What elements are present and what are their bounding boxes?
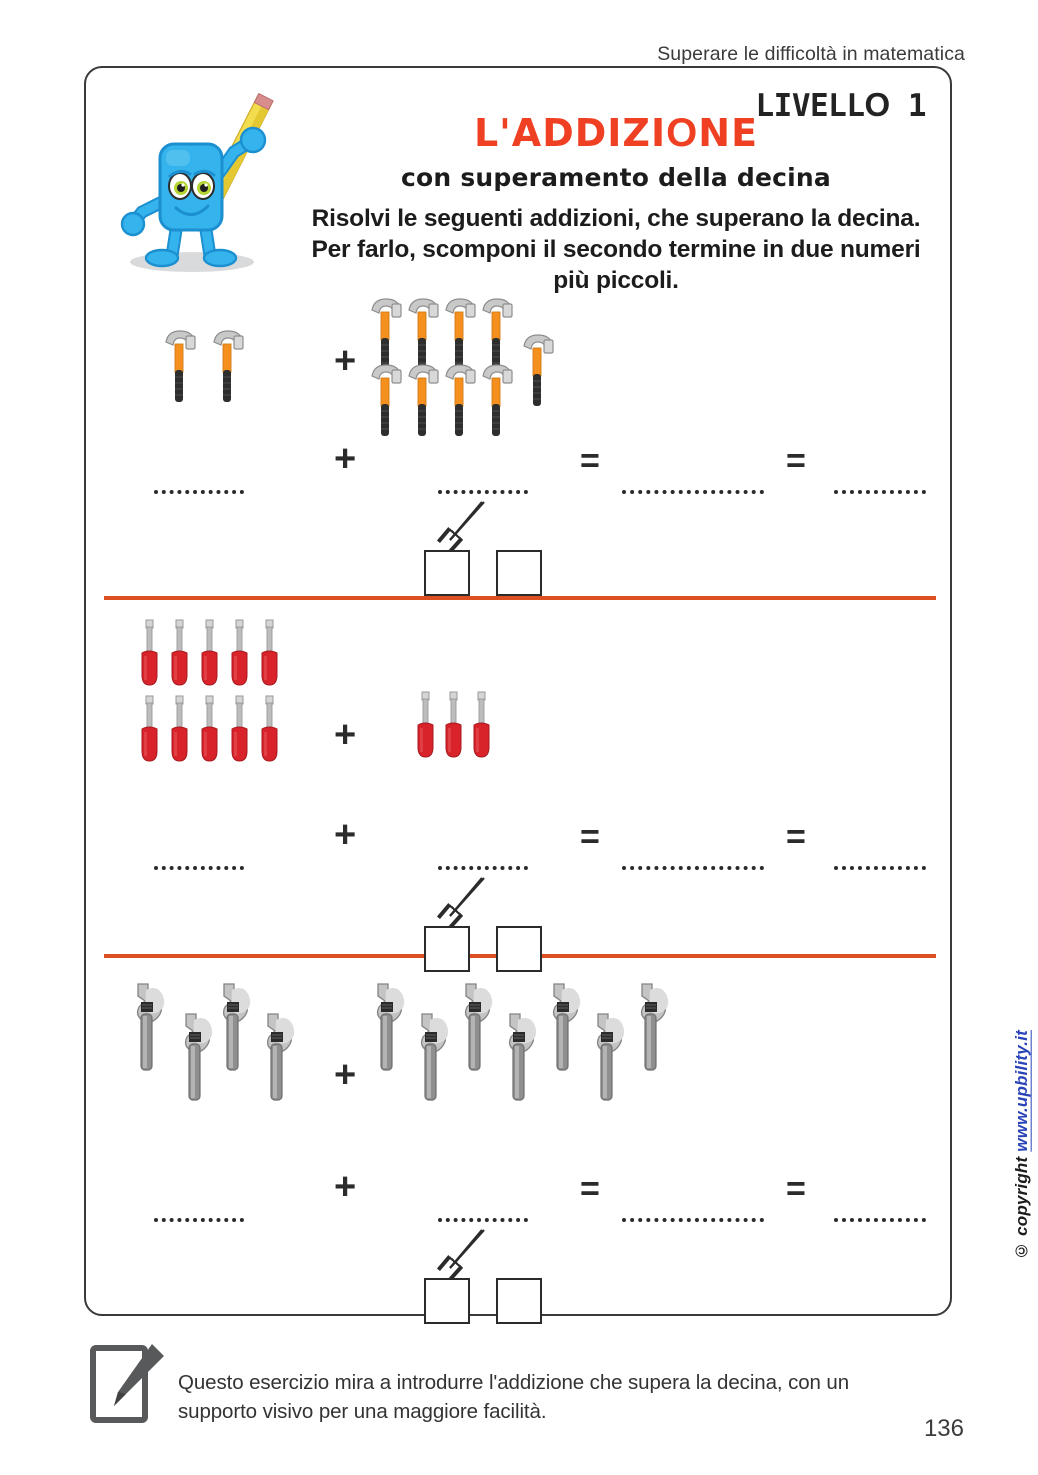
decomposition-box-left[interactable] — [424, 550, 470, 596]
exercise-row-2 — [86, 604, 954, 924]
level-label-prefix: LIVELL — [755, 88, 865, 124]
equals-sign: = — [786, 818, 806, 856]
equals-sign: = — [580, 1170, 600, 1208]
wrench-icon — [258, 1008, 302, 1113]
screwdriver-icon — [166, 694, 192, 773]
screwdriver-icon — [256, 694, 282, 773]
hammer-icon — [516, 332, 556, 415]
wrench-icon — [456, 978, 500, 1083]
wrench-icon — [412, 1008, 456, 1113]
exercise-row-1 — [86, 300, 954, 592]
screwdriver-icon — [226, 618, 252, 697]
level-label-number: 1 — [907, 88, 926, 124]
hammer-icon — [364, 362, 404, 445]
instructions-line-3: più piccoli. — [553, 267, 679, 295]
answer-blank-result[interactable] — [834, 1218, 926, 1222]
screwdriver-icon — [196, 694, 222, 773]
plus-sign: + — [334, 438, 357, 480]
equals-sign: = — [580, 818, 600, 856]
plus-sign: + — [334, 1166, 357, 1208]
title-part-2: NE — [698, 111, 759, 155]
equals-sign: = — [786, 1170, 806, 1208]
answer-blank-result[interactable] — [834, 490, 926, 494]
answer-blank-intermediate[interactable] — [622, 866, 764, 870]
plus-sign: + — [334, 1054, 357, 1096]
answer-blank-addend1[interactable] — [154, 1218, 244, 1222]
page-number: 136 — [923, 1415, 964, 1442]
wrench-icon — [544, 978, 588, 1083]
decomposition-box-right[interactable] — [496, 1278, 542, 1324]
mascot-character — [114, 90, 299, 280]
hammer-icon — [401, 362, 441, 445]
decomposition-widget — [420, 496, 546, 600]
hammer-icon — [438, 362, 478, 445]
instructions-line-2: Per farlo, scomponi il secondo termine in due numeri — [311, 236, 921, 264]
title-block — [286, 112, 946, 296]
answer-blank-intermediate[interactable] — [622, 490, 764, 494]
screwdriver-icon — [412, 690, 438, 769]
footer-note-line-1: Questo esercizio mira a introdurre l'addizione che supera la decina, con un — [178, 1371, 850, 1394]
instructions — [286, 203, 946, 296]
copyright-symbol: © — [1012, 1240, 1031, 1261]
wrench-icon — [632, 978, 676, 1083]
answer-blank-addend1[interactable] — [154, 490, 244, 494]
note-pencil-icon — [90, 1342, 168, 1426]
hammer-icon — [475, 362, 515, 445]
screwdriver-icon — [136, 694, 162, 773]
answer-blank-addend2[interactable] — [438, 1218, 528, 1222]
copyright-word: copyright — [1012, 1156, 1031, 1236]
screwdriver-icon — [136, 618, 162, 697]
instructions-line-1: Risolvi le seguenti addizioni, che superano la decina. — [311, 205, 921, 232]
title-part-1: L'ADDIZI — [473, 111, 667, 155]
level-label-o: O — [864, 86, 890, 123]
answer-blank-result[interactable] — [834, 866, 926, 870]
screwdriver-icon — [468, 690, 494, 769]
decomposition-box-left[interactable] — [424, 1278, 470, 1324]
screwdriver-icon — [196, 618, 222, 697]
hammer-icon — [206, 328, 246, 411]
answer-blank-addend2[interactable] — [438, 490, 528, 494]
equals-sign: = — [580, 442, 600, 480]
wrench-icon — [128, 978, 172, 1083]
footer-note — [178, 1368, 868, 1426]
worksheet-frame — [84, 66, 952, 1316]
screwdriver-icon — [440, 690, 466, 769]
footer-note-line-2: supporto visivo per una maggiore facilità. — [178, 1400, 547, 1424]
copyright-notice — [1012, 1030, 1032, 1260]
page-title — [286, 112, 946, 154]
exercise-row-3 — [86, 956, 954, 1286]
equals-sign: = — [786, 442, 806, 480]
screwdriver-icon — [226, 694, 252, 773]
wrench-icon — [500, 1008, 544, 1113]
decomposition-widget — [420, 1224, 546, 1328]
page-subtitle: con superamento della decina — [401, 163, 831, 192]
wrench-icon — [588, 1008, 632, 1113]
answer-blank-intermediate[interactable] — [622, 1218, 764, 1222]
answer-blank-addend1[interactable] — [154, 866, 244, 870]
screwdriver-icon — [166, 618, 192, 697]
wrench-icon — [214, 978, 258, 1083]
running-header: Superare le difficoltà in matematica — [657, 43, 965, 65]
decomposition-box-right[interactable] — [496, 550, 542, 596]
plus-sign: + — [334, 714, 357, 756]
screwdriver-icon — [256, 618, 282, 697]
answer-blank-addend2[interactable] — [438, 866, 528, 870]
wrench-icon — [368, 978, 412, 1083]
title-part-o: O — [666, 111, 699, 155]
copyright-url[interactable]: www.upbility.it — [1012, 1030, 1031, 1152]
plus-sign: + — [334, 340, 357, 382]
plus-sign: + — [334, 814, 357, 856]
hammer-icon — [158, 328, 198, 411]
